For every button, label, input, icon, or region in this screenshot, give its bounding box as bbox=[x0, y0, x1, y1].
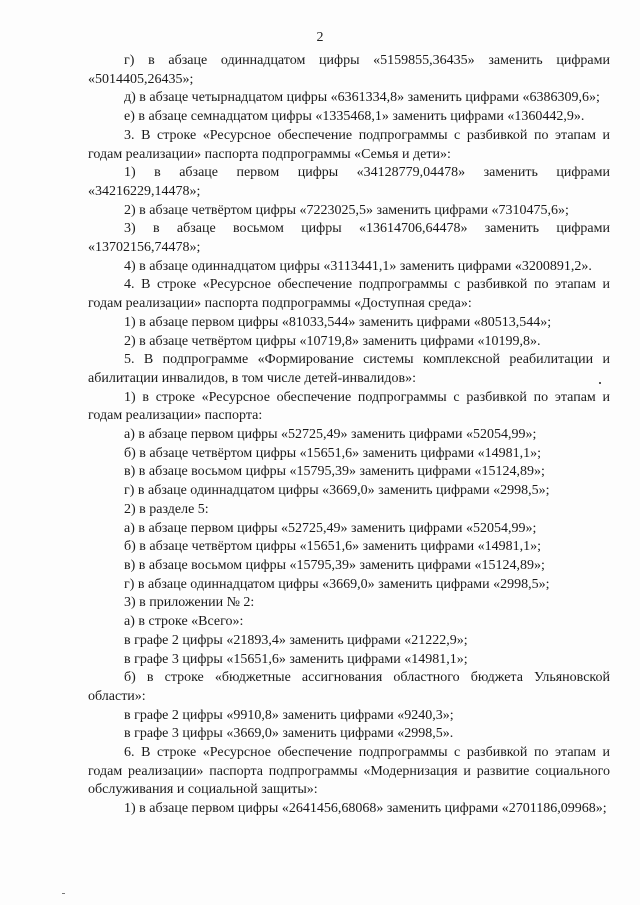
paragraph: в графе 2 цифры «9910,8» заменить цифрами «9240,3»; bbox=[124, 707, 454, 723]
paragraph: в графе 2 цифры «21893,4» заменить цифрами «21222,9»; bbox=[124, 632, 468, 648]
paragraph: в) в абзаце восьмом цифры «15795,39» заменить цифрами «15124,89»; bbox=[124, 464, 545, 480]
paragraph: а) в абзаце первом цифры «52725,49» заменить цифрами «52054,99»; bbox=[124, 427, 537, 443]
paragraph: 3) в приложении № 2: bbox=[124, 595, 255, 611]
paragraph: 2) в абзаце четвёртом цифры «7223025,5» заменить цифрами «7310475,6»; bbox=[124, 202, 569, 218]
paragraph: в графе 3 цифры «15651,6» заменить цифрами «14981,1»; bbox=[124, 651, 468, 667]
paragraph: 2) в разделе 5: bbox=[124, 501, 209, 517]
paragraph: 3) в абзаце восьмом цифры «13614706,64478» заменить цифрами «13702156,74478»; bbox=[88, 221, 610, 256]
paragraph: б) в абзаце четвёртом цифры «15651,6» заменить цифрами «14981,1»; bbox=[124, 445, 541, 461]
paragraph: 1) в абзаце первом цифры «34128779,04478» заменить цифрами «34216229,14478»; bbox=[88, 165, 610, 199]
scan-speck bbox=[599, 382, 601, 384]
paragraph: 3. В строке «Ресурсное обеспечение подпрограммы с разбивкой по этапам и годам реализации» паспорта подпрограммы «Семья и дети»: bbox=[88, 127, 610, 162]
document-body bbox=[88, 52, 610, 819]
paragraph: 1) в строке «Ресурсное обеспечение подпрограммы с разбивкой по этапам и годам реализации» паспорта: bbox=[88, 389, 610, 424]
paragraph: в графе 3 цифры «3669,0» заменить цифрами «2998,5». bbox=[124, 726, 454, 742]
paragraph: а) в абзаце первом цифры «52725,49» заменить цифрами «52054,99»; bbox=[124, 520, 537, 536]
paragraph: г) в абзаце одиннадцатом цифры «3669,0» заменить цифрами «2998,5»; bbox=[124, 576, 550, 592]
paragraph: 5. В подпрограмме «Формирование системы комплексной реабилитации и абилитации инвалидов, в том числе детей-инвалидов»: bbox=[88, 352, 610, 386]
paragraph: 6. В строке «Ресурсное обеспечение подпрограммы с разбивкой по этапам и годам реализации» паспорта подпрограммы «Модернизация и развитие социального обслуживания и социальной защиты»: bbox=[88, 745, 610, 798]
page-number: 2 bbox=[316, 30, 324, 45]
paragraph: е) в абзаце семнадцатом цифры «1335468,1» заменить цифрами «1360442,9». bbox=[124, 109, 585, 125]
paragraph: б) в строке «бюджетные ассигнования областного бюджета Ульяновской области»: bbox=[88, 670, 610, 704]
paragraph: 4. В строке «Ресурсное обеспечение подпрограммы с разбивкой по этапам и годам реализации» паспорта подпрограммы «Доступная среда»: bbox=[88, 277, 610, 312]
scan-speck bbox=[62, 893, 65, 894]
paragraph: 1) в абзаце первом цифры «81033,544» заменить цифрами «80513,544»; bbox=[124, 314, 552, 330]
paragraph: 1) в абзаце первом цифры «2641456,68068» заменить цифрами «2701186,09968»; bbox=[124, 801, 607, 817]
paragraph: 4) в абзаце одиннадцатом цифры «3113441,1» заменить цифрами «3200891,2». bbox=[124, 258, 592, 274]
paragraph: 2) в абзаце четвёртом цифры «10719,8» заменить цифрами «10199,8». bbox=[124, 333, 541, 349]
paragraph: в) в абзаце восьмом цифры «15795,39» заменить цифрами «15124,89»; bbox=[124, 557, 545, 573]
paragraph: г) в абзаце одиннадцатом цифры «5159855,36435» заменить цифрами «5014405,26435»; bbox=[88, 53, 610, 87]
paragraph: г) в абзаце одиннадцатом цифры «3669,0» заменить цифрами «2998,5»; bbox=[124, 483, 550, 499]
paragraph: б) в абзаце четвёртом цифры «15651,6» заменить цифрами «14981,1»; bbox=[124, 539, 541, 555]
paragraph: д) в абзаце четырнадцатом цифры «6361334,8» заменить цифрами «6386309,6»; bbox=[124, 90, 600, 106]
paragraph: а) в строке «Всего»: bbox=[124, 614, 244, 630]
